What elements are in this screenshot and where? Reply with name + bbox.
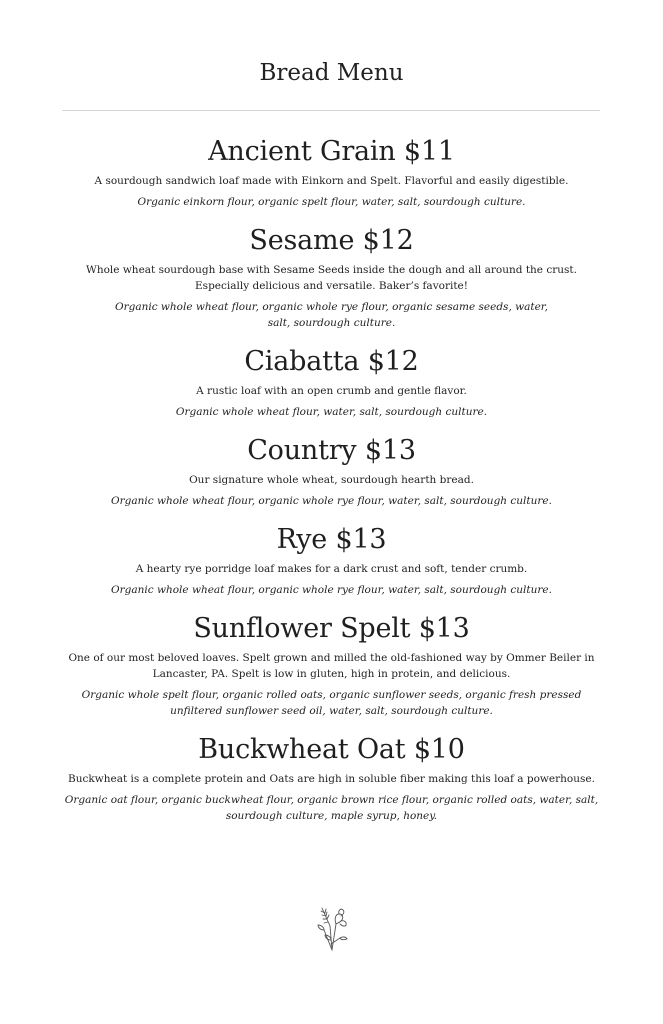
menu-item-ciabatta	[60, 343, 603, 420]
item-name: Ancient Grain $11	[208, 136, 455, 167]
item-ingredients: Organic whole wheat flour, organic whole rye flour, organic sesame seeds, water, salt, sourdough culture.	[114, 301, 549, 329]
item-ingredients: Organic einkorn flour, organic spelt flour, water, salt, sourdough culture.	[137, 196, 526, 208]
item-name: Sesame $12	[249, 225, 414, 256]
item-name: Buckwheat Oat $10	[198, 734, 465, 765]
menu-item-ancient-grain	[60, 133, 603, 210]
item-description: A hearty rye porridge loaf makes for a dark crust and soft, tender crumb.	[135, 563, 528, 575]
bread-list	[60, 133, 603, 824]
item-description: Our signature whole wheat, sourdough hearth bread.	[189, 474, 474, 486]
item-description: One of our most beloved loaves. Spelt grown and milled the old-fashioned way by Ommer Beiler in Lancaster, PA. Spelt is low in gluten, high in protein, and delicious.	[68, 652, 595, 680]
menu-item-sesame	[60, 222, 603, 331]
wheat-flower-icon	[310, 900, 354, 952]
item-ingredients: Organic whole wheat flour, organic whole rye flour, water, salt, sourdough culture.	[111, 584, 552, 596]
page-title: Bread Menu	[259, 60, 404, 86]
item-ingredients: Organic whole wheat flour, water, salt, sourdough culture.	[175, 406, 488, 418]
item-ingredients: Organic oat flour, organic buckwheat flour, organic brown rice flour, organic rolled oats, water, salt, sourdough culture, maple syrup, honey.	[64, 794, 599, 822]
item-name: Country $13	[247, 435, 416, 466]
item-description: A sourdough sandwich loaf made with Einkorn and Spelt. Flavorful and easily digestible.	[94, 175, 569, 187]
item-description: Whole wheat sourdough base with Sesame Seeds inside the dough and all around the crust. Especially delicious and versatile. Baker’s favorite!	[86, 264, 577, 292]
menu-item-buckwheat-oat	[60, 731, 603, 824]
item-description: Buckwheat is a complete protein and Oats are high in soluble fiber making this loaf a powerhouse.	[68, 773, 595, 785]
item-name: Sunflower Spelt $13	[193, 613, 470, 644]
item-ingredients: Organic whole wheat flour, organic whole rye flour, water, salt, sourdough culture.	[111, 495, 552, 507]
item-name: Ciabatta $12	[244, 346, 419, 377]
menu-item-rye	[60, 521, 603, 598]
menu-item-country	[60, 432, 603, 509]
title-divider	[62, 110, 600, 111]
item-name: Rye $13	[276, 524, 387, 555]
item-description: A rustic loaf with an open crumb and gentle flavor.	[196, 385, 467, 397]
menu-item-sunflower-spelt	[60, 610, 603, 719]
item-ingredients: Organic whole spelt flour, organic rolled oats, organic sunflower seeds, organic fresh pressed unfiltered sunflower seed oil, water, salt, sourdough culture.	[81, 689, 582, 717]
